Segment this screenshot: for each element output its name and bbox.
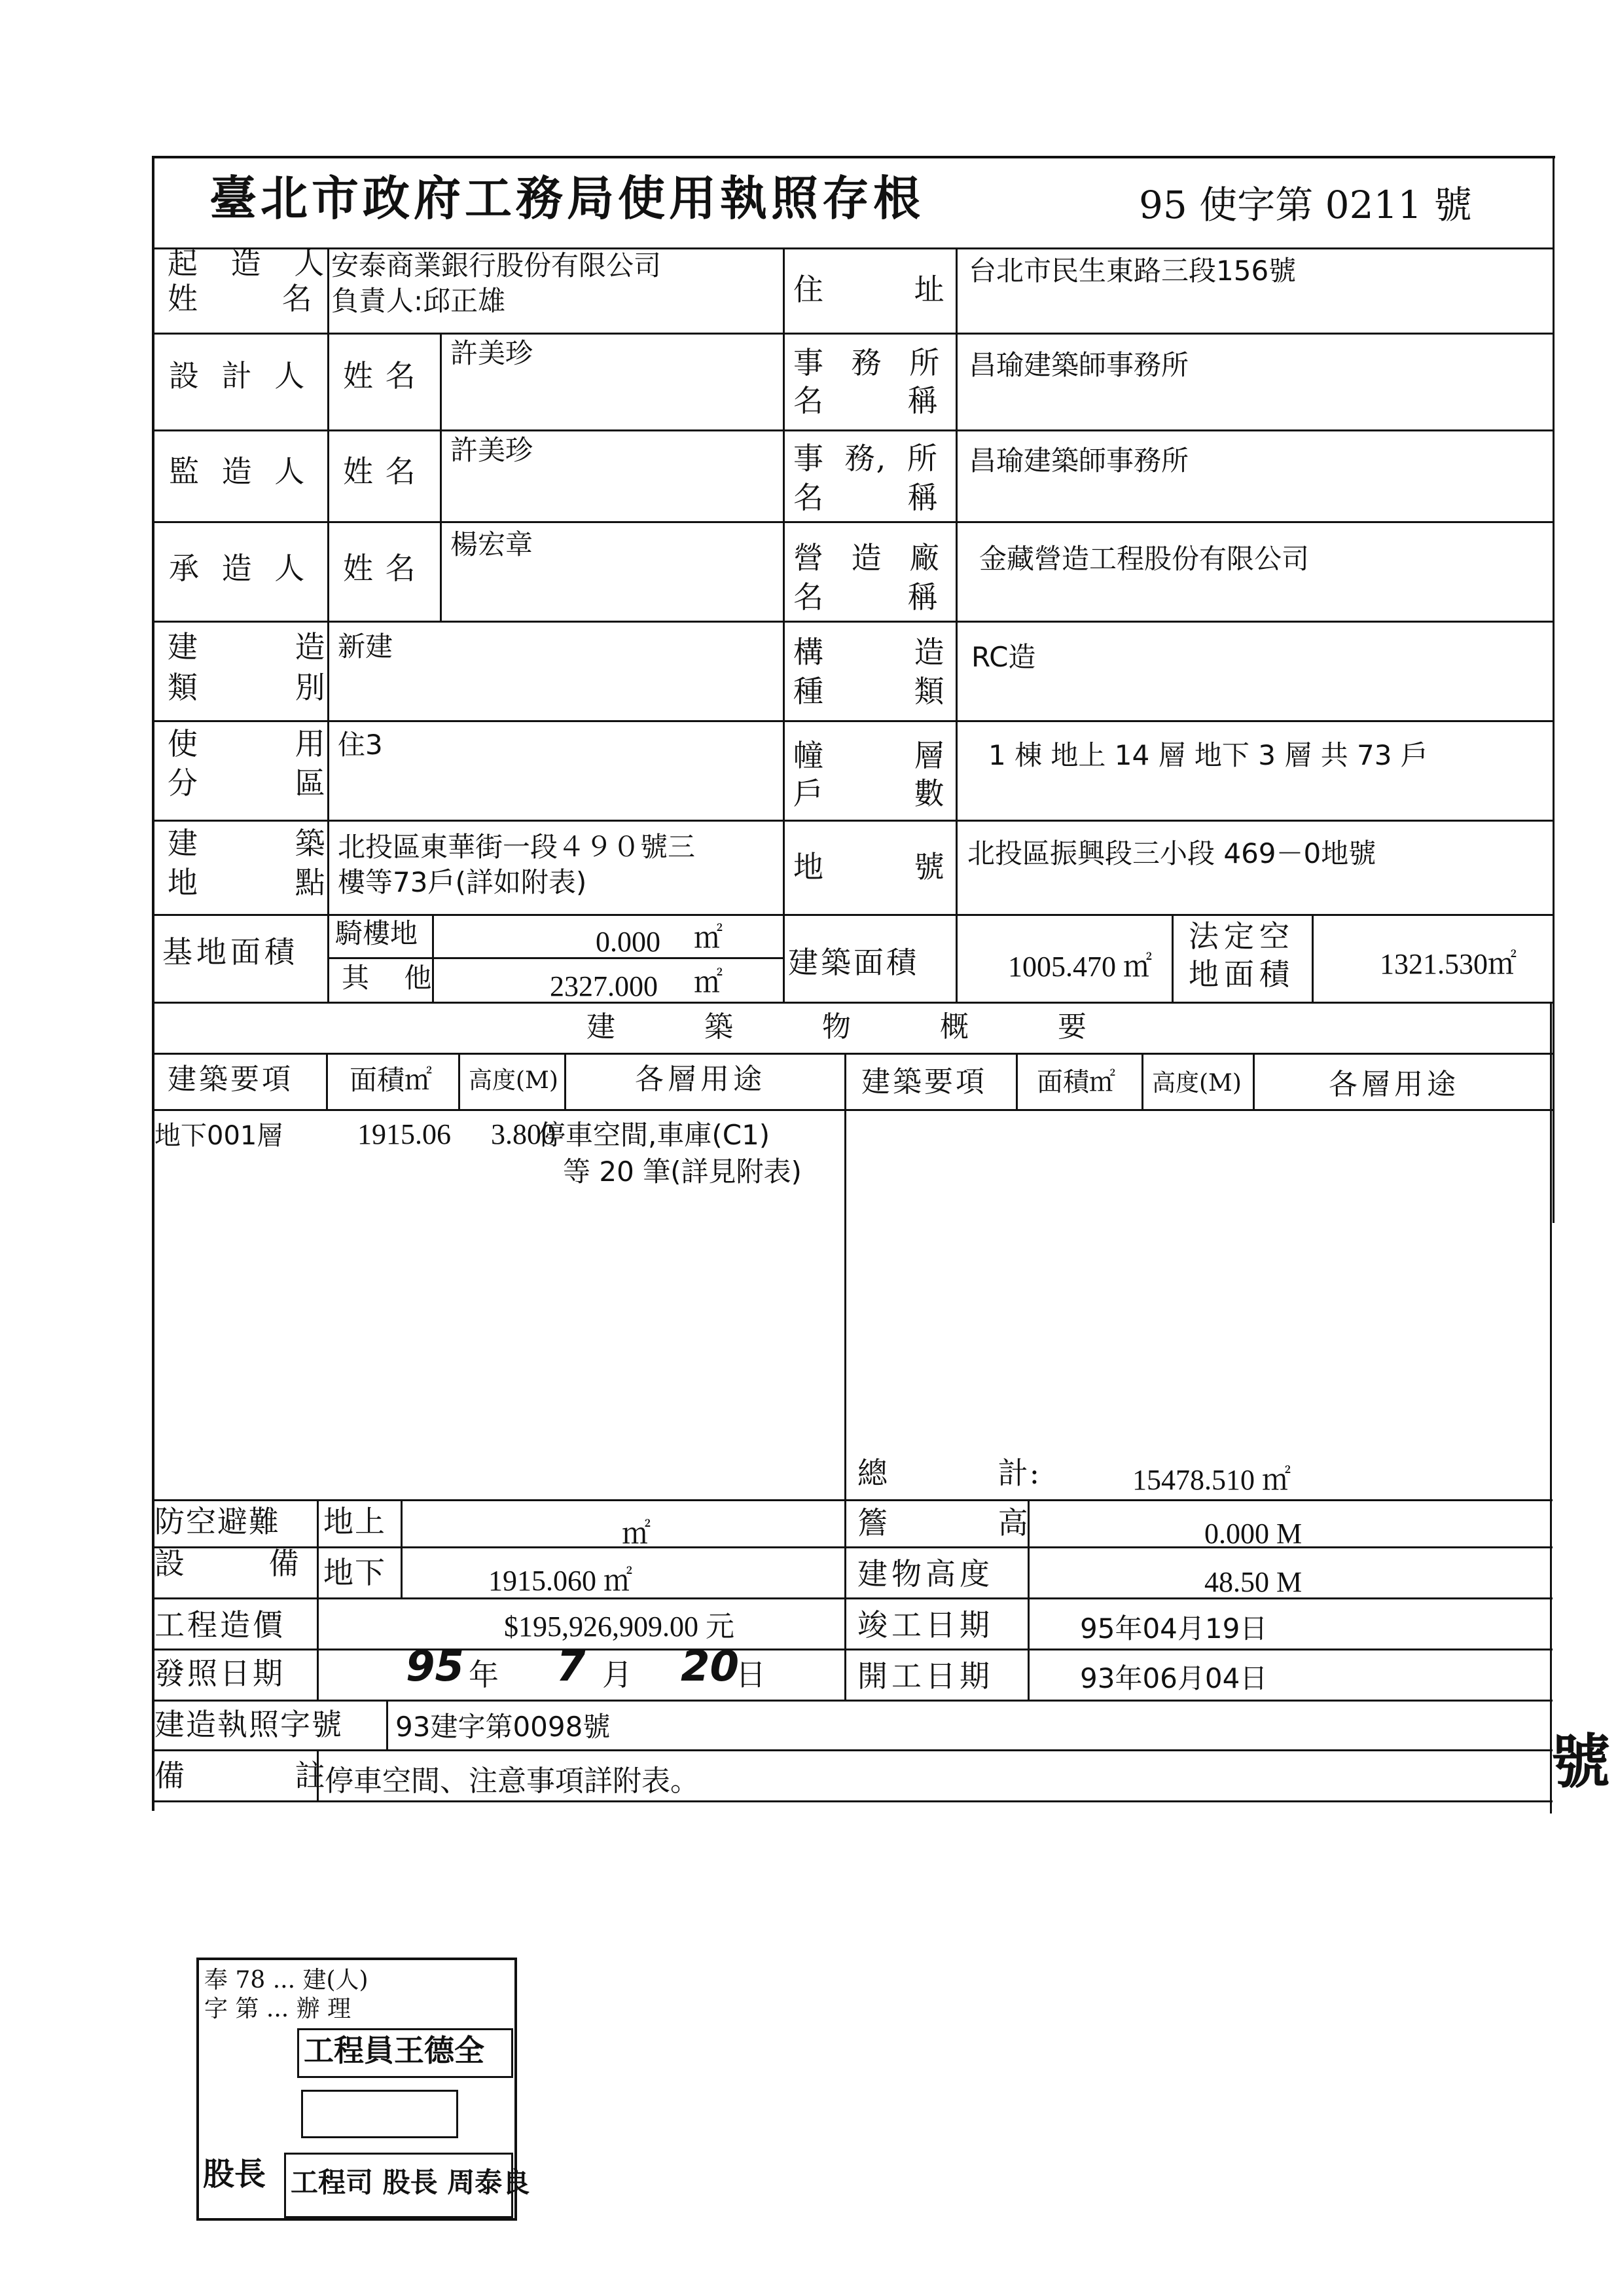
col-divider	[326, 1053, 328, 1109]
issue-year: 95	[406, 1643, 465, 1691]
col-divider	[1253, 1053, 1255, 1109]
completion-label: 竣工日期	[857, 1607, 994, 1643]
factory-label-line1: 營 造 廠	[793, 540, 941, 575]
units-label-line1: 幢 層	[793, 738, 946, 773]
overview-col-height-right: 高度(M)	[1152, 1070, 1242, 1097]
construction-type-label-line1: 建 造	[168, 629, 327, 665]
construction-type-label-line2: 類 別	[168, 670, 327, 705]
open-space-value: 1321.530㎡	[1380, 948, 1517, 980]
stamp-engineer: 工程員王德全	[304, 2033, 484, 2068]
arcade-value: 0.000	[596, 926, 660, 958]
cost-label: 工程造價	[154, 1607, 285, 1643]
row-divider	[152, 1649, 1553, 1650]
factory-label-line2: 名 稱	[793, 579, 939, 615]
frame-right-lower-edge	[1550, 1002, 1552, 1813]
issue-year-unit: 年	[469, 1657, 500, 1692]
overview-floor: 地下001層	[154, 1121, 283, 1151]
row-divider	[152, 521, 1553, 523]
zoning-label-line2: 分 區	[168, 765, 327, 801]
designer-office-label-line2: 名 稱	[793, 383, 939, 418]
designer-name-label: 姓 名	[343, 358, 417, 393]
shelter-label-line1: 防空避難	[154, 1504, 280, 1539]
location-label-line2: 地 點	[168, 865, 327, 900]
completion-value: 95年04月19日	[1080, 1613, 1268, 1645]
units-label-line2: 戶 數	[793, 776, 946, 811]
frame-right-edge	[1553, 156, 1555, 1223]
col-divider	[844, 1053, 846, 1525]
stamp-section-chief-label: 股長	[203, 2156, 266, 2193]
row-divider	[152, 1800, 1553, 1802]
open-space-label-line2: 地面積	[1189, 957, 1295, 992]
structure-value: RC造	[971, 641, 1036, 673]
overview-col-use-right: 各層用途	[1329, 1068, 1460, 1101]
contractor-label: 承 造 人	[169, 551, 312, 586]
stamp-line1: 奉 78 ... 建(人)	[204, 1967, 369, 1994]
col-divider	[564, 1053, 566, 1109]
row-divider	[152, 720, 1553, 722]
initiator-label-line2: 姓 名	[168, 281, 314, 316]
zoning-label-line1: 使 用	[168, 726, 327, 761]
building-permit-label: 建造執照字號	[154, 1707, 343, 1742]
supervisor-label: 監 造 人	[169, 454, 312, 489]
cost-value: $195,926,909.00 元	[504, 1611, 734, 1643]
overview-col-item-right: 建築要項	[861, 1065, 987, 1099]
remark-label: 備 註	[154, 1758, 327, 1793]
remark-value: 停車空間、注意事項詳附表。	[325, 1764, 699, 1798]
approval-stamp	[196, 1958, 530, 2221]
row-divider	[152, 820, 1553, 822]
overview-col-area-right: 面積㎡	[1037, 1067, 1115, 1097]
designer-office-label-line1: 事 務 所	[793, 345, 941, 380]
eave-value: 0.000 M	[1204, 1518, 1303, 1550]
page-title: 臺北市政府工務局使用執照存根	[209, 170, 925, 226]
row-divider	[152, 1002, 1553, 1004]
zoning-value: 住3	[338, 729, 383, 761]
designer-name: 許美珍	[450, 337, 533, 369]
shelter-below-label: 地下	[323, 1555, 386, 1590]
overview-total-label: 總 計:	[857, 1455, 1041, 1491]
col-divider	[327, 247, 329, 1002]
shelter-above-value: ㎡	[622, 1518, 651, 1550]
overview-area: 1915.06	[357, 1118, 451, 1150]
start-date-value: 93年06月04日	[1080, 1662, 1268, 1694]
overview-col-height-left: 高度(M)	[469, 1067, 558, 1094]
issue-day: 20	[681, 1643, 740, 1691]
factory-name: 金藏營造工程股份有限公司	[979, 543, 1310, 575]
issue-date-label: 發照日期	[154, 1656, 285, 1691]
building-height-value: 48.50 M	[1204, 1566, 1303, 1598]
initiator-representative: 負責人:邱正雄	[331, 285, 506, 317]
row-divider	[152, 621, 1553, 623]
overview-col-item-left: 建築要項	[168, 1063, 293, 1096]
initiator-name: 安泰商業銀行股份有限公司	[331, 249, 662, 282]
supervisor-name-label: 姓 名	[343, 454, 417, 489]
structure-label-line1: 構 造	[793, 634, 946, 670]
col-divider	[440, 333, 442, 621]
location-label-line1: 建 築	[168, 826, 327, 861]
issue-month-unit: 月	[602, 1657, 634, 1692]
designer-office: 昌瑜建築師事務所	[969, 349, 1189, 381]
col-divider	[1172, 914, 1174, 1002]
col-divider	[844, 1499, 846, 1700]
stamp-chief-name: 工程司 股長 周泰良	[291, 2166, 530, 2198]
other-value: 2327.000	[550, 970, 658, 1002]
open-space-label-line1: 法定空	[1189, 919, 1295, 954]
shelter-above-label: 地上	[323, 1504, 386, 1539]
address-value: 台北市民生東路三段156號	[969, 255, 1297, 287]
seal-box	[301, 2090, 458, 2138]
col-divider	[317, 1499, 319, 1700]
eave-label: 簷 高	[857, 1505, 1030, 1540]
supervisor-name: 許美珍	[450, 434, 533, 466]
col-divider	[1016, 1053, 1018, 1109]
row-divider	[152, 429, 1553, 431]
arcade-unit: ㎡	[694, 922, 723, 954]
location-value-line2: 樓等73戶(詳如附表)	[338, 866, 587, 898]
building-area-label: 建築面積	[788, 945, 919, 980]
issue-month: 7	[556, 1643, 586, 1691]
site-area-label: 基地面積	[162, 934, 298, 970]
start-date-label: 開工日期	[857, 1658, 994, 1694]
lot-value: 北投區振興段三小段 469－0地號	[967, 837, 1376, 869]
location-value-line1: 北投區東華街一段４９０號三	[338, 831, 696, 863]
row-divider	[152, 1700, 1553, 1702]
overview-use-line1: 停車空間,車庫(C1)	[538, 1119, 770, 1151]
contractor-name-label: 姓 名	[343, 551, 417, 586]
initiator-label-line1: 起 造 人	[168, 246, 336, 281]
overview-col-area-left: 面積㎡	[350, 1064, 433, 1096]
structure-label-line2: 種 類	[793, 674, 946, 709]
building-area-value: 1005.470 ㎡	[1008, 951, 1152, 983]
issue-day-unit: 日	[736, 1657, 767, 1692]
row-divider	[152, 914, 1553, 916]
stamp-line2: 字 第 ... 辦 理	[204, 1995, 351, 2022]
overview-height: 3.800	[491, 1118, 556, 1150]
shelter-label-line2: 設 備	[154, 1546, 300, 1581]
col-divider	[956, 247, 958, 1002]
other-label: 其 他	[342, 962, 432, 994]
address-label: 住 址	[793, 272, 946, 307]
arcade-label: 騎樓地	[335, 917, 418, 949]
contractor-name: 楊宏章	[450, 528, 533, 560]
shelter-below-value: 1915.060 ㎡	[488, 1565, 632, 1597]
col-divider	[386, 1700, 388, 1749]
building-permit-value: 93建字第0098號	[395, 1711, 611, 1743]
col-divider	[401, 1499, 403, 1597]
row-divider	[152, 1749, 1553, 1751]
designer-label: 設 計 人	[169, 358, 312, 393]
units-value: 1 棟 地上 14 層 地下 3 層 共 73 戶	[988, 739, 1428, 771]
other-unit: ㎡	[694, 966, 723, 998]
supervisor-office: 昌瑜建築師事務所	[969, 445, 1189, 477]
col-divider	[1312, 914, 1314, 1002]
building-height-label: 建物高度	[857, 1556, 994, 1592]
overview-col-use-left: 各層用途	[635, 1063, 766, 1096]
col-divider	[1142, 1053, 1143, 1109]
row-divider	[152, 1109, 1553, 1111]
sub-row-divider	[327, 957, 783, 959]
supervisor-office-label-line1: 事 務, 所	[793, 441, 939, 476]
supervisor-office-label-line2: 名 稱	[793, 480, 939, 515]
overview-title: 建 築 物 概 要	[586, 1010, 1088, 1044]
row-divider	[152, 1499, 1553, 1501]
construction-type-value: 新建	[338, 630, 393, 663]
overview-use-line2: 等 20 筆(詳見附表)	[563, 1156, 802, 1188]
col-divider	[783, 247, 785, 1002]
overview-total-value: 15478.510 ㎡	[1132, 1464, 1291, 1496]
row-divider	[152, 1053, 1553, 1055]
col-divider	[458, 1053, 460, 1109]
lot-label: 地 號	[793, 849, 946, 884]
row-divider	[152, 1546, 1553, 1548]
row-divider	[152, 333, 1553, 335]
row-divider	[152, 1597, 1553, 1599]
side-number-mark: 號	[1551, 1727, 1610, 1796]
permit-number: 95 使字第 0211 號	[1139, 183, 1472, 227]
